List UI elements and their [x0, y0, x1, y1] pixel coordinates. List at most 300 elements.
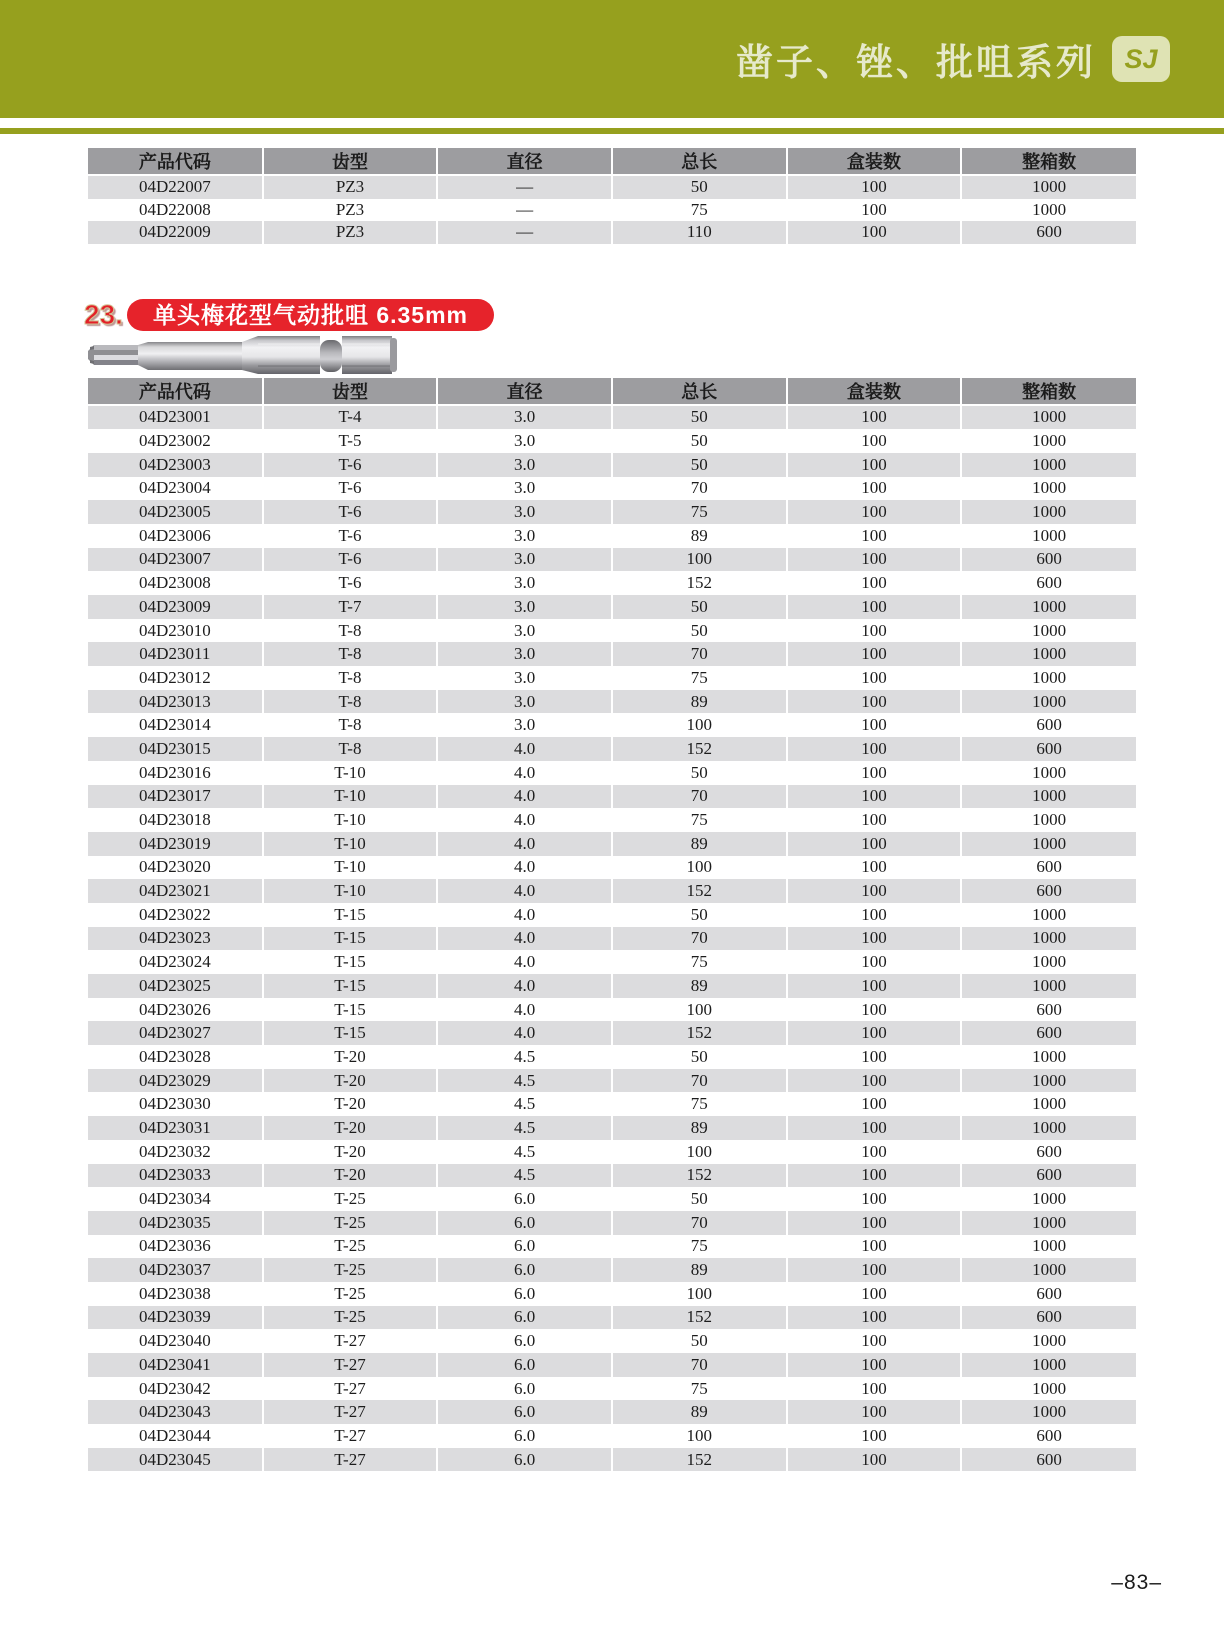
- table-cell: 4.0: [437, 1021, 612, 1045]
- table-cell: 75: [612, 666, 787, 690]
- column-header: 产品代码: [88, 378, 263, 405]
- table-row: [88, 713, 1136, 737]
- table-cell: T-8: [263, 642, 438, 666]
- table-cell: 600: [961, 1282, 1136, 1306]
- table-row: [88, 453, 1136, 477]
- table-cell: 100: [612, 1282, 787, 1306]
- table-row: [88, 1164, 1136, 1188]
- table-cell: 3.0: [437, 595, 612, 619]
- column-header: 直径: [437, 378, 612, 405]
- table-cell: 04D23044: [88, 1424, 263, 1448]
- table-cell: 04D23016: [88, 761, 263, 785]
- table-cell: T-15: [263, 974, 438, 998]
- table-cell: 100: [787, 974, 962, 998]
- table-cell: T-5: [263, 429, 438, 453]
- table-cell: 152: [612, 1448, 787, 1472]
- table-cell: 100: [787, 1353, 962, 1377]
- table-cell: 100: [787, 808, 962, 832]
- table-cell: 100: [787, 1021, 962, 1045]
- table-cell: 89: [612, 1116, 787, 1140]
- table-cell: 1000: [961, 974, 1136, 998]
- table-cell: 4.5: [437, 1164, 612, 1188]
- table-cell: 1000: [961, 785, 1136, 809]
- page-title: 凿子、锉、批咀系列: [736, 42, 1096, 83]
- table-cell: T-8: [263, 666, 438, 690]
- table-cell: 04D22009: [88, 221, 263, 244]
- table-cell: 600: [961, 879, 1136, 903]
- table-cell: 6.0: [437, 1306, 612, 1330]
- table-cell: 04D23011: [88, 642, 263, 666]
- table-cell: 04D23024: [88, 950, 263, 974]
- table-cell: 100: [787, 1069, 962, 1093]
- table-cell: 100: [787, 405, 962, 430]
- table-cell: 4.5: [437, 1116, 612, 1140]
- table-cell: 4.0: [437, 761, 612, 785]
- table-cell: 04D23042: [88, 1377, 263, 1401]
- table-cell: 04D23022: [88, 903, 263, 927]
- table-cell: T-20: [263, 1069, 438, 1093]
- table-cell: 600: [961, 1021, 1136, 1045]
- table-row: [88, 1069, 1136, 1093]
- table-cell: T-27: [263, 1353, 438, 1377]
- table-cell: 04D23001: [88, 405, 263, 430]
- table-cell: 600: [961, 1306, 1136, 1330]
- table-cell: 600: [961, 737, 1136, 761]
- table-row: [88, 1092, 1136, 1116]
- table-body: [88, 175, 1136, 244]
- table-cell: 100: [787, 1164, 962, 1188]
- table-row: [88, 1140, 1136, 1164]
- table-cell: 1000: [961, 927, 1136, 951]
- table-row: [88, 199, 1136, 222]
- table-cell: T-25: [263, 1211, 438, 1235]
- table-row: [88, 175, 1136, 199]
- table-cell: T-20: [263, 1140, 438, 1164]
- table-cell: —: [437, 175, 612, 199]
- table-cell: 6.0: [437, 1329, 612, 1353]
- table-cell: 3.0: [437, 477, 612, 501]
- table-cell: 100: [787, 1400, 962, 1424]
- table-cell: 1000: [961, 1400, 1136, 1424]
- table-cell: T-27: [263, 1400, 438, 1424]
- table-cell: 100: [787, 1282, 962, 1306]
- table-cell: 1000: [961, 761, 1136, 785]
- table-row: [88, 1448, 1136, 1472]
- table-cell: 70: [612, 1353, 787, 1377]
- column-header: 产品代码: [88, 148, 263, 175]
- table-cell: 04D23008: [88, 571, 263, 595]
- brand-logo-text: SJ: [1124, 43, 1158, 74]
- table-cell: 600: [961, 1164, 1136, 1188]
- table-cell: 100: [787, 1306, 962, 1330]
- table-cell: 100: [787, 1258, 962, 1282]
- table-cell: 1000: [961, 175, 1136, 199]
- table-cell: 1000: [961, 832, 1136, 856]
- table-cell: T-6: [263, 524, 438, 548]
- table-cell: 4.0: [437, 832, 612, 856]
- table-cell: 04D23004: [88, 477, 263, 501]
- table-row: [88, 737, 1136, 761]
- table-cell: 4.5: [437, 1045, 612, 1069]
- table-cell: 152: [612, 1021, 787, 1045]
- table-cell: 100: [787, 690, 962, 714]
- table-body: [88, 405, 1136, 1472]
- table-cell: 100: [787, 571, 962, 595]
- table-cell: 1000: [961, 595, 1136, 619]
- table-cell: T-20: [263, 1164, 438, 1188]
- table-cell: T-25: [263, 1306, 438, 1330]
- table-cell: 1000: [961, 1116, 1136, 1140]
- table-cell: T-8: [263, 713, 438, 737]
- table-row: [88, 548, 1136, 572]
- table-cell: 1000: [961, 1092, 1136, 1116]
- table-cell: 3.0: [437, 642, 612, 666]
- table-cell: 04D23036: [88, 1235, 263, 1259]
- table-cell: 89: [612, 524, 787, 548]
- table-cell: 3.0: [437, 666, 612, 690]
- table-cell: 1000: [961, 950, 1136, 974]
- table-cell: 04D23027: [88, 1021, 263, 1045]
- table-cell: 50: [612, 761, 787, 785]
- table-row: [88, 1045, 1136, 1069]
- table-cell: 04D23009: [88, 595, 263, 619]
- table-cell: 100: [787, 619, 962, 643]
- table-cell: 100: [787, 548, 962, 572]
- table-cell: T-20: [263, 1045, 438, 1069]
- table-cell: 600: [961, 998, 1136, 1022]
- column-header: 盒装数: [787, 148, 962, 175]
- table-cell: 50: [612, 1187, 787, 1211]
- table-row: [88, 1258, 1136, 1282]
- table-cell: 1000: [961, 1377, 1136, 1401]
- table-cell: 100: [787, 524, 962, 548]
- section-title-pill: 单头梅花型气动批咀 6.35mm: [127, 299, 494, 331]
- table-cell: 100: [612, 856, 787, 880]
- table-cell: 70: [612, 642, 787, 666]
- table-cell: T-25: [263, 1187, 438, 1211]
- table-cell: 04D23031: [88, 1116, 263, 1140]
- table-cell: 3.0: [437, 453, 612, 477]
- table-cell: 04D23019: [88, 832, 263, 856]
- table-cell: T-8: [263, 737, 438, 761]
- table-cell: 04D23030: [88, 1092, 263, 1116]
- table-cell: 100: [787, 666, 962, 690]
- table-cell: 70: [612, 1211, 787, 1235]
- table-cell: 3.0: [437, 571, 612, 595]
- table-cell: 70: [612, 927, 787, 951]
- table-cell: 100: [787, 1140, 962, 1164]
- table-cell: T-15: [263, 998, 438, 1022]
- table-cell: 75: [612, 1235, 787, 1259]
- table-cell: 89: [612, 690, 787, 714]
- table-cell: 100: [787, 1235, 962, 1259]
- table-cell: 3.0: [437, 619, 612, 643]
- table-cell: 1000: [961, 1258, 1136, 1282]
- table-cell: 4.5: [437, 1140, 612, 1164]
- table-cell: 04D23002: [88, 429, 263, 453]
- table-cell: 1000: [961, 453, 1136, 477]
- table-cell: 1000: [961, 1045, 1136, 1069]
- table-cell: PZ3: [263, 221, 438, 244]
- table-cell: 100: [787, 429, 962, 453]
- table-cell: 100: [787, 1187, 962, 1211]
- table-cell: 600: [961, 713, 1136, 737]
- page-number: –83–: [1111, 1571, 1162, 1595]
- table-row: [88, 500, 1136, 524]
- table-cell: 100: [787, 713, 962, 737]
- table-cell: T-10: [263, 832, 438, 856]
- table-cell: T-7: [263, 595, 438, 619]
- table-cell: 6.0: [437, 1258, 612, 1282]
- table-cell: 89: [612, 832, 787, 856]
- table-row: [88, 1187, 1136, 1211]
- table-cell: 50: [612, 619, 787, 643]
- table-cell: 110: [612, 221, 787, 244]
- table-cell: T-10: [263, 785, 438, 809]
- table-cell: 100: [787, 927, 962, 951]
- table-cell: 1000: [961, 808, 1136, 832]
- table-cell: 100: [787, 221, 962, 244]
- table-cell: 4.0: [437, 879, 612, 903]
- table-head: [88, 148, 1136, 175]
- table-cell: 3.0: [437, 548, 612, 572]
- column-header: 直径: [437, 148, 612, 175]
- table-cell: 6.0: [437, 1235, 612, 1259]
- table-cell: 152: [612, 571, 787, 595]
- table-cell: T-8: [263, 690, 438, 714]
- table-cell: 3.0: [437, 690, 612, 714]
- table-cell: 6.0: [437, 1377, 612, 1401]
- table-cell: 3.0: [437, 500, 612, 524]
- table-cell: 100: [787, 737, 962, 761]
- table-cell: 100: [787, 998, 962, 1022]
- table-cell: 04D23007: [88, 548, 263, 572]
- table-cell: 04D23012: [88, 666, 263, 690]
- table-row: [88, 879, 1136, 903]
- table-cell: 100: [612, 713, 787, 737]
- table-cell: 04D23015: [88, 737, 263, 761]
- table-cell: 600: [961, 856, 1136, 880]
- table-cell: 100: [787, 477, 962, 501]
- table-cell: T-10: [263, 761, 438, 785]
- table-cell: 1000: [961, 477, 1136, 501]
- table-cell: 04D23040: [88, 1329, 263, 1353]
- table-cell: 04D23034: [88, 1187, 263, 1211]
- table-cell: 4.0: [437, 808, 612, 832]
- table-row: [88, 524, 1136, 548]
- table-cell: 04D23026: [88, 998, 263, 1022]
- table-cell: 100: [787, 1329, 962, 1353]
- table-cell: 100: [787, 642, 962, 666]
- column-header: 总长: [612, 148, 787, 175]
- table-cell: 100: [787, 856, 962, 880]
- table-cell: 3.0: [437, 524, 612, 548]
- table-cell: 3.0: [437, 429, 612, 453]
- table-row: [88, 808, 1136, 832]
- table-cell: 04D23045: [88, 1448, 263, 1472]
- table-cell: 1000: [961, 429, 1136, 453]
- table-cell: 1000: [961, 524, 1136, 548]
- table-cell: 600: [961, 548, 1136, 572]
- table-cell: T-15: [263, 927, 438, 951]
- table-row: [88, 666, 1136, 690]
- table-cell: 1000: [961, 642, 1136, 666]
- table-cell: 04D23043: [88, 1400, 263, 1424]
- table-cell: 6.0: [437, 1400, 612, 1424]
- table-cell: 100: [787, 175, 962, 199]
- table-cell: 100: [787, 1092, 962, 1116]
- table-row: [88, 429, 1136, 453]
- table-row: [88, 1211, 1136, 1235]
- table-row: [88, 1353, 1136, 1377]
- table-cell: 100: [612, 998, 787, 1022]
- table-row: [88, 1021, 1136, 1045]
- table-cell: 04D23028: [88, 1045, 263, 1069]
- table-cell: 04D23017: [88, 785, 263, 809]
- table-row: [88, 1377, 1136, 1401]
- table-cell: 89: [612, 1400, 787, 1424]
- table-cell: 75: [612, 1092, 787, 1116]
- table-row: [88, 1116, 1136, 1140]
- header-rule-divider: [0, 128, 1224, 134]
- table-row: [88, 998, 1136, 1022]
- table-cell: 04D22007: [88, 175, 263, 199]
- table-cell: 04D23038: [88, 1282, 263, 1306]
- table-cell: 75: [612, 1377, 787, 1401]
- section-heading: [84, 298, 1224, 332]
- table-cell: 600: [961, 571, 1136, 595]
- table-cell: 50: [612, 903, 787, 927]
- table-cell: 6.0: [437, 1353, 612, 1377]
- torx-bit-illustration: [88, 334, 398, 376]
- table-cell: 100: [787, 1448, 962, 1472]
- table-cell: 6.0: [437, 1211, 612, 1235]
- table-cell: T-20: [263, 1116, 438, 1140]
- table-row: [88, 1282, 1136, 1306]
- column-header: 齿型: [263, 378, 438, 405]
- table-cell: 100: [787, 453, 962, 477]
- table-cell: 100: [787, 1116, 962, 1140]
- table-cell: 6.0: [437, 1187, 612, 1211]
- table-cell: T-15: [263, 950, 438, 974]
- table-cell: 04D23005: [88, 500, 263, 524]
- table-row: [88, 1424, 1136, 1448]
- table-cell: 04D23003: [88, 453, 263, 477]
- table-cell: 152: [612, 737, 787, 761]
- table-cell: 70: [612, 477, 787, 501]
- table-cell: 152: [612, 1306, 787, 1330]
- table-cell: 1000: [961, 1353, 1136, 1377]
- table-row: [88, 595, 1136, 619]
- table-cell: 152: [612, 879, 787, 903]
- table-head: [88, 378, 1136, 405]
- table-cell: 600: [961, 221, 1136, 244]
- torx-bits-table: [88, 378, 1136, 1472]
- table-cell: 04D23020: [88, 856, 263, 880]
- table-cell: 04D23029: [88, 1069, 263, 1093]
- table-row: [88, 1235, 1136, 1259]
- table-cell: 4.0: [437, 974, 612, 998]
- table-cell: 600: [961, 1424, 1136, 1448]
- table-cell: 4.0: [437, 903, 612, 927]
- table-cell: T-10: [263, 856, 438, 880]
- table-cell: T-27: [263, 1448, 438, 1472]
- table-cell: 04D23041: [88, 1353, 263, 1377]
- table-cell: 100: [787, 785, 962, 809]
- table-cell: T-6: [263, 477, 438, 501]
- table-cell: 50: [612, 453, 787, 477]
- table-cell: 100: [787, 903, 962, 927]
- table-cell: T-10: [263, 808, 438, 832]
- table-cell: PZ3: [263, 175, 438, 199]
- table-cell: 100: [787, 595, 962, 619]
- page-header-inner: [0, 0, 1224, 118]
- table-cell: 600: [961, 1448, 1136, 1472]
- table-cell: —: [437, 199, 612, 222]
- table-cell: 6.0: [437, 1424, 612, 1448]
- table-cell: 1000: [961, 1235, 1136, 1259]
- table-cell: 04D23018: [88, 808, 263, 832]
- table-header-row: [88, 378, 1136, 405]
- table-cell: 4.5: [437, 1092, 612, 1116]
- pz3-bits-table: [88, 148, 1136, 244]
- column-header: 整箱数: [961, 378, 1136, 405]
- section-number: 23.: [84, 298, 123, 330]
- page-footer: [0, 1571, 1224, 1595]
- table-cell: —: [437, 221, 612, 244]
- table-cell: 100: [787, 879, 962, 903]
- table-cell: 100: [787, 1211, 962, 1235]
- table-cell: 50: [612, 405, 787, 430]
- table-cell: 100: [612, 548, 787, 572]
- table-cell: 100: [612, 1424, 787, 1448]
- table-cell: T-27: [263, 1377, 438, 1401]
- table-cell: T-25: [263, 1258, 438, 1282]
- table-cell: T-27: [263, 1424, 438, 1448]
- table-cell: 100: [787, 1377, 962, 1401]
- table-cell: 04D23035: [88, 1211, 263, 1235]
- table-row: [88, 856, 1136, 880]
- table-row: [88, 1306, 1136, 1330]
- table-cell: 75: [612, 199, 787, 222]
- table-row: [88, 221, 1136, 244]
- table-cell: 04D23006: [88, 524, 263, 548]
- table-cell: 04D23013: [88, 690, 263, 714]
- table-row: [88, 974, 1136, 998]
- table-row: [88, 785, 1136, 809]
- table-cell: 1000: [961, 619, 1136, 643]
- table-cell: 4.0: [437, 998, 612, 1022]
- table-cell: 04D22008: [88, 199, 263, 222]
- table-cell: 89: [612, 974, 787, 998]
- table-row: [88, 1329, 1136, 1353]
- table-row: [88, 619, 1136, 643]
- table-cell: 4.0: [437, 856, 612, 880]
- table-cell: 4.0: [437, 785, 612, 809]
- table-cell: 50: [612, 1045, 787, 1069]
- table-cell: 04D23039: [88, 1306, 263, 1330]
- table-cell: T-25: [263, 1235, 438, 1259]
- column-header: 总长: [612, 378, 787, 405]
- table-cell: T-6: [263, 453, 438, 477]
- table-cell: T-6: [263, 500, 438, 524]
- table-cell: 100: [787, 1424, 962, 1448]
- table-cell: 600: [961, 1140, 1136, 1164]
- table-cell: 04D23025: [88, 974, 263, 998]
- table-cell: T-25: [263, 1282, 438, 1306]
- table-row: [88, 477, 1136, 501]
- table-cell: 100: [612, 1140, 787, 1164]
